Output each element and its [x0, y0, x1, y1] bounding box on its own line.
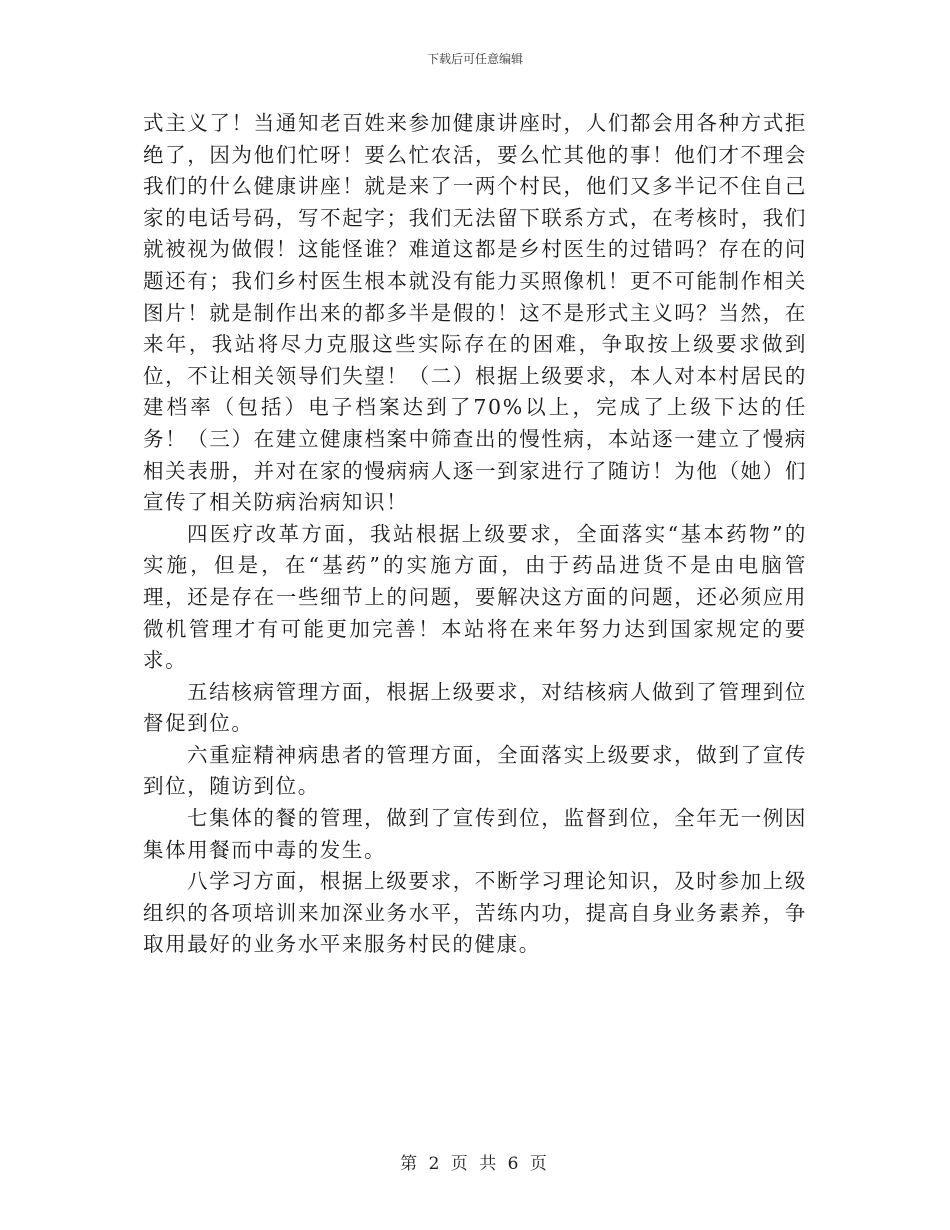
- page-footer: 第 2 页 共 6 页: [400, 1154, 550, 1174]
- paragraph-medical-reform: 四医疗改革方面，我站根据上级要求，全面落实“基本药物”的实施，但是，在“基药”的实施方面，由于药品进货不是由电脑管理，还是存在一些细节上的问题，要解决这方面的问题，还必须应用微机管理才有可能更加完善！本站将在来年努力达到国家规定的要求。: [143, 521, 807, 673]
- paragraph-tuberculosis: 五结核病管理方面，根据上级要求，对结核病人做到了管理到位督促到位。: [143, 679, 807, 736]
- page-header: 下载后可任意编辑: [426, 52, 523, 66]
- paragraph-learning: 八学习方面，根据上级要求，不断学习理论知识，及时参加上级组织的各项培训来加深业务水平，苦练内功，提高自身业务素养，争取用最好的业务水平来服务村民的健康。: [143, 869, 807, 957]
- paragraph-group-dining: 七集体的餐的管理，做到了宣传到位，监督到位，全年无一例因集体用餐而中毒的发生。: [143, 806, 807, 862]
- paragraph-mental-illness: 六重症精神病患者的管理方面，全面落实上级要求，做到了宣传到位，随访到位。: [143, 742, 807, 799]
- document-body: [143, 108, 807, 961]
- paragraph-continued: 式主义了！当通知老百姓来参加健康讲座时，人们都会用各种方式拒绝了，因为他们忙呀！要么忙农活，要么忙其他的事！他们才不理会我们的什么健康讲座！就是来了一两个村民，他们又多半记不住自己家的电话号码，写不起字；我们无法留下联系方式，在考核时，我们就被视为做假！这能怪谁？难道这都是乡村医生的过错吗？存在的问题还有；我们乡村医生根本就没有能力买照像机！更不可能制作相关图片！就是制作出来的都多半是假的！这不是形式主义吗？当然，在来年，我站将尽力克服这些实际存在的困难，争取按上级要求做到位，不让相关领导们失望！（二）根据上级要求，本人对本村居民的建档率（包括）电子档案达到了70%以上，完成了上级下达的任务！（三）在建立健康档案中筛查出的慢性病，本站逐一建立了慢病相关表册，并对在家的慢病病人逐一到家进行了随访！为他（她）们宣传了相关防病治病知识！: [143, 111, 807, 515]
